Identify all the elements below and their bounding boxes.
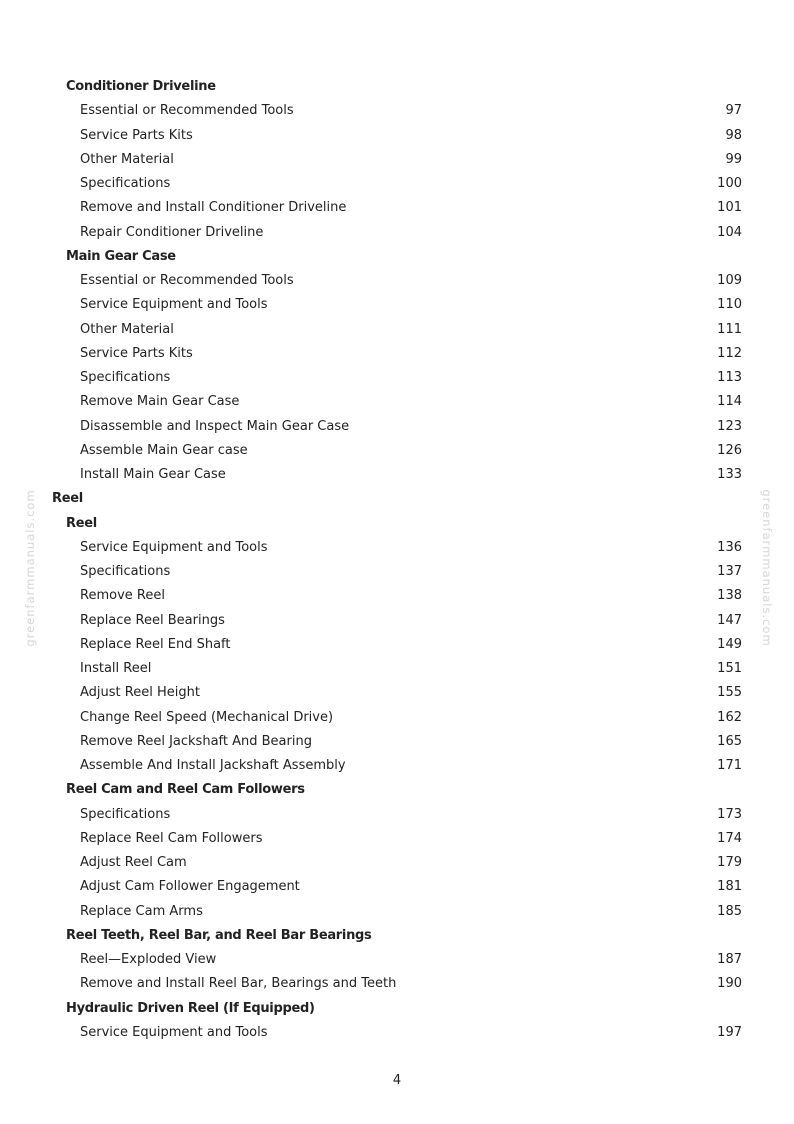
toc-page-number: 174 (717, 830, 742, 846)
toc-entry-title: Adjust Cam Follower Engagement (80, 879, 300, 895)
toc-entry-title: Essential or Recommended Tools (80, 273, 294, 288)
toc-entry[interactable] (0, 948, 794, 972)
toc-entry[interactable] (0, 609, 794, 633)
toc-chapter-title: Conditioner Driveline (66, 79, 216, 94)
toc-entry-title: Remove Reel (80, 588, 165, 604)
table-of-contents (0, 75, 794, 1045)
toc-page-number: 97 (725, 103, 742, 119)
toc-chapter-title: Reel Teeth, Reel Bar, and Reel Bar Bearings (66, 927, 372, 943)
toc-page-number: 165 (717, 733, 742, 749)
toc-page-number: 179 (717, 855, 742, 870)
toc-chapter-title: Main Gear Case (66, 248, 176, 264)
toc-page-number: 99 (725, 151, 742, 167)
toc-entry-title: Repair Conditioner Driveline (80, 224, 264, 240)
toc-entry[interactable] (0, 390, 794, 414)
toc-entry[interactable] (0, 415, 794, 439)
toc-entry-title: Essential or Recommended Tools (80, 103, 294, 119)
toc-entry-title: Replace Cam Arms (80, 903, 203, 919)
toc-entry[interactable] (0, 99, 794, 123)
toc-entry[interactable] (0, 439, 794, 463)
toc-page-number: 190 (717, 976, 742, 992)
watermark-right: greenfarmmanuals.com (760, 489, 774, 647)
toc-entry-title: Adjust Reel Cam (80, 855, 187, 870)
toc-entry[interactable] (0, 730, 794, 754)
toc-entry-title: Install Main Gear Case (80, 467, 226, 482)
toc-entry[interactable] (0, 900, 794, 924)
toc-entry[interactable] (0, 172, 794, 196)
toc-entry-title: Specifications (80, 806, 171, 822)
toc-entry-title: Specifications (80, 564, 171, 579)
toc-page-number: 138 (717, 588, 742, 604)
toc-page-number: 187 (717, 952, 742, 967)
toc-entry-title: Change Reel Speed (Mechanical Drive) (80, 709, 334, 725)
toc-entry-title: Assemble And Install Jackshaft Assembly (80, 758, 346, 773)
toc-entry-title: Remove Main Gear Case (80, 394, 240, 410)
toc-page-number: 155 (717, 685, 742, 701)
toc-entry[interactable] (0, 1021, 794, 1045)
toc-entry[interactable] (0, 318, 794, 342)
toc-entry[interactable] (0, 972, 794, 996)
toc-page-number: 123 (717, 418, 742, 434)
toc-entry[interactable] (0, 803, 794, 827)
toc-chapter-title: Hydraulic Driven Reel (If Equipped) (66, 1000, 315, 1016)
toc-page-number: 114 (717, 394, 742, 410)
toc-chapter (0, 75, 794, 99)
toc-page-number: 171 (717, 758, 742, 773)
toc-entry[interactable] (0, 463, 794, 487)
toc-entry[interactable] (0, 293, 794, 317)
toc-entry[interactable] (0, 681, 794, 705)
toc-chapter (0, 778, 794, 802)
toc-page-number: 173 (717, 806, 742, 822)
toc-page-number: 101 (717, 200, 742, 216)
toc-section (0, 487, 794, 511)
toc-entry-title: Other Material (80, 321, 174, 337)
toc-page-number: 197 (717, 1024, 742, 1040)
toc-chapter (0, 512, 794, 536)
toc-entry-title: Replace Reel End Shaft (80, 636, 231, 652)
toc-entry-title: Service Equipment and Tools (80, 539, 268, 555)
toc-chapter (0, 924, 794, 948)
toc-page-number: 151 (717, 661, 742, 676)
toc-entry-title: Adjust Reel Height (80, 685, 200, 701)
page-number: 4 (392, 1073, 402, 1088)
toc-page-number: 110 (717, 297, 742, 313)
toc-entry[interactable] (0, 221, 794, 245)
toc-chapter-title: Reel Cam and Reel Cam Followers (66, 782, 305, 798)
toc-page-number: 100 (717, 176, 742, 191)
toc-entry[interactable] (0, 875, 794, 899)
toc-entry-title: Specifications (80, 176, 171, 191)
toc-entry-title: Remove and Install Reel Bar, Bearings and Teeth (80, 976, 397, 992)
toc-chapter-title: Reel (66, 515, 97, 531)
toc-entry-title: Other Material (80, 151, 174, 167)
toc-page-number: 104 (717, 224, 742, 240)
toc-page-number: 181 (717, 879, 742, 895)
toc-entry[interactable] (0, 342, 794, 366)
toc-page-number: 98 (725, 127, 742, 143)
toc-entry-title: Service Parts Kits (80, 345, 193, 361)
toc-entry-title: Disassemble and Inspect Main Gear Case (80, 418, 350, 434)
toc-entry[interactable] (0, 633, 794, 657)
toc-page-number: 162 (717, 709, 742, 725)
toc-page-number: 113 (717, 370, 742, 385)
toc-entry-title: Remove Reel Jackshaft And Bearing (80, 733, 312, 749)
toc-page-number: 147 (717, 612, 742, 628)
toc-entry-title: Install Reel (80, 661, 152, 676)
toc-entry-title: Service Parts Kits (80, 127, 193, 143)
toc-entry[interactable] (0, 148, 794, 172)
toc-entry[interactable] (0, 827, 794, 851)
toc-page-number: 185 (717, 903, 742, 919)
toc-page-number: 112 (717, 345, 742, 361)
toc-entry-title: Remove and Install Conditioner Driveline (80, 200, 347, 216)
toc-page-number: 149 (717, 636, 742, 652)
toc-page-number: 136 (717, 539, 742, 555)
toc-entry-title: Service Equipment and Tools (80, 297, 268, 313)
toc-chapter (0, 245, 794, 269)
toc-entry[interactable] (0, 269, 794, 293)
toc-entry[interactable] (0, 560, 794, 584)
toc-entry[interactable] (0, 706, 794, 730)
toc-entry[interactable] (0, 754, 794, 778)
toc-page-number: 109 (717, 273, 742, 288)
toc-entry-title: Replace Reel Bearings (80, 612, 225, 628)
watermark-left: greenfarmmanuals.com (23, 489, 37, 647)
toc-page-number: 137 (717, 564, 742, 579)
toc-entry[interactable] (0, 196, 794, 220)
toc-entry-title: Replace Reel Cam Followers (80, 830, 263, 846)
toc-entry[interactable] (0, 657, 794, 681)
toc-entry[interactable] (0, 366, 794, 390)
toc-entry-title: Assemble Main Gear case (80, 442, 248, 458)
toc-chapter (0, 997, 794, 1021)
toc-entry[interactable] (0, 584, 794, 608)
toc-entry[interactable] (0, 851, 794, 875)
toc-entry-title: Specifications (80, 370, 171, 385)
toc-page-number: 111 (717, 321, 742, 337)
toc-section-title: Reel (52, 491, 83, 507)
toc-entry[interactable] (0, 124, 794, 148)
toc-entry[interactable] (0, 536, 794, 560)
toc-entry-title: Reel—Exploded View (80, 952, 217, 967)
toc-page-number: 126 (717, 442, 742, 458)
toc-entry-title: Service Equipment and Tools (80, 1024, 268, 1040)
toc-page-number: 133 (717, 467, 742, 482)
